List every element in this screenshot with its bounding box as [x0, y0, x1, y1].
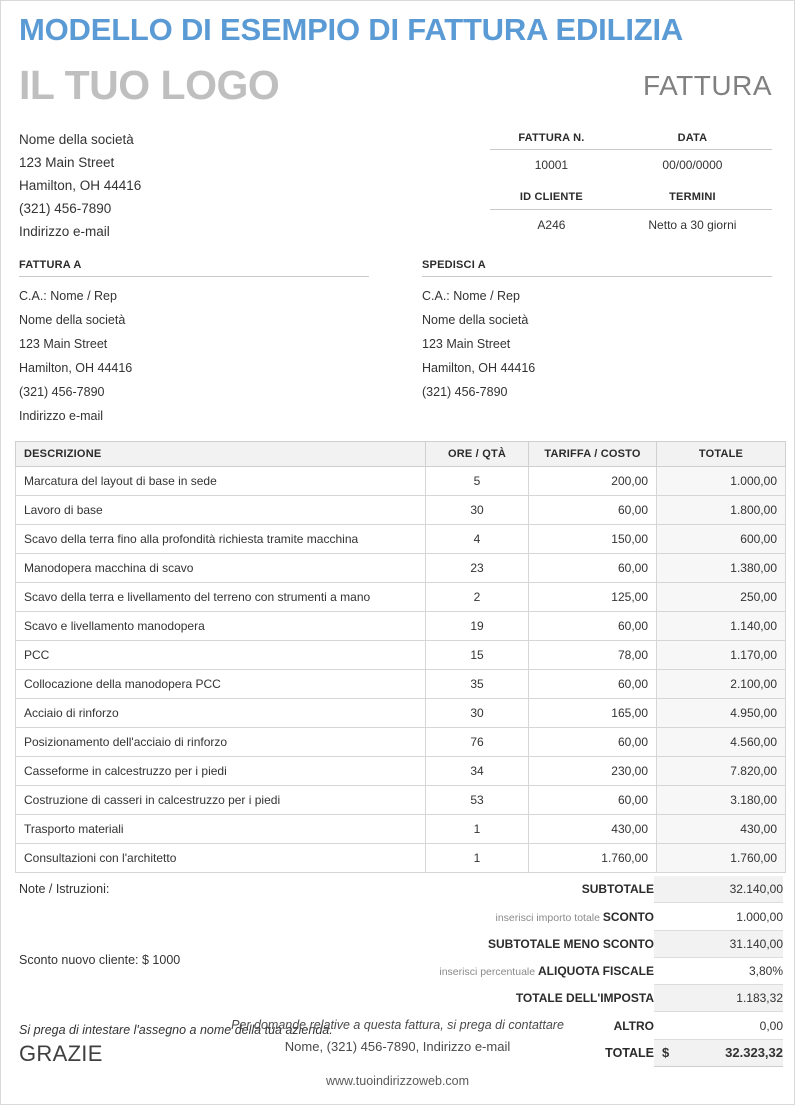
table-row [16, 496, 786, 525]
cell-description: Costruzione di casseri in calcestruzzo per i piedi [16, 786, 426, 815]
ship-to-name: Nome della società [422, 313, 529, 328]
table-row [16, 641, 786, 670]
line-items-section [1, 428, 794, 873]
ship-to-street: 123 Main Street [422, 337, 511, 352]
cell-quantity: 34 [426, 757, 529, 786]
cell-description: Casseforme in calcestruzzo per i piedi [16, 757, 426, 786]
subtotal-label: SUBTOTALE [581, 882, 654, 897]
bill-to-email: Indirizzo e-mail [19, 409, 104, 424]
cell-rate: 78,00 [529, 641, 657, 670]
cell-rate: 60,00 [529, 554, 657, 583]
tax-rate-label [436, 957, 654, 984]
subtotal-less-discount-label: SUBTOTALE MENO SCONTO [487, 936, 654, 951]
cell-description: PCC [16, 641, 426, 670]
footer-contact-prompt: Per domande relative a questa fattura, si prega di contattare [231, 1018, 564, 1032]
table-row [16, 467, 786, 496]
bill-to-phone: (321) 456-7890 [19, 385, 105, 400]
invoice-number-label: FATTURA N. [490, 128, 613, 150]
table-row [16, 612, 786, 641]
totals-row-subtotal-less-discount [436, 930, 783, 957]
table-row [16, 728, 786, 757]
tax-rate-hint: inserisci percentuale [439, 966, 538, 979]
customer-id-label: ID CLIENTE [490, 183, 613, 209]
cell-total: 1.760,00 [657, 844, 786, 873]
ship-to-attn: C.A.: Nome / Rep [422, 289, 520, 304]
cell-quantity: 23 [426, 554, 529, 583]
cell-total: 600,00 [657, 525, 786, 554]
cell-description: Acciaio di rinforzo [16, 699, 426, 728]
thank-you-text: GRAZIE [19, 1041, 103, 1067]
table-row [16, 844, 786, 873]
table-row [16, 699, 786, 728]
cell-rate: 150,00 [529, 525, 657, 554]
cell-total: 430,00 [657, 815, 786, 844]
notes-label: Note / Istruzioni: [19, 882, 110, 897]
cell-description: Lavoro di base [16, 496, 426, 525]
footer-contact-details: Nome, (321) 456-7890, Indirizzo e-mail [284, 1039, 511, 1054]
cell-total: 7.820,00 [657, 757, 786, 786]
company-city-state-zip: Hamilton, OH 44416 [19, 178, 142, 194]
tax-rate-label-text: ALIQUOTA FISCALE [538, 964, 654, 979]
cell-description: Scavo e livellamento manodopera [16, 612, 426, 641]
company-phone: (321) 456-7890 [19, 201, 112, 217]
cell-total: 1.380,00 [657, 554, 786, 583]
totals-row-subtotal [436, 876, 783, 903]
meta-value-row-1 [490, 150, 772, 183]
cell-quantity: 35 [426, 670, 529, 699]
bill-to-attn: C.A.: Nome / Rep [19, 289, 117, 304]
page-title: MODELLO DI ESEMPIO DI FATTURA EDILIZIA [19, 12, 684, 47]
cell-rate: 60,00 [529, 496, 657, 525]
addresses-area [1, 243, 794, 428]
table-row [16, 757, 786, 786]
table-row [16, 583, 786, 612]
cell-quantity: 1 [426, 844, 529, 873]
grand-total-amount: 32.323,32 [725, 1045, 783, 1061]
invoice-number-value: 10001 [534, 157, 569, 172]
cell-rate: 60,00 [529, 728, 657, 757]
other-label: ALTRO [613, 1018, 654, 1033]
table-row [16, 554, 786, 583]
company-street: 123 Main Street [19, 155, 115, 171]
cell-total: 1.800,00 [657, 496, 786, 525]
discount-label [436, 903, 654, 930]
cell-total: 1.140,00 [657, 612, 786, 641]
ship-to-block [422, 259, 772, 428]
tax-total-value: 1.183,32 [654, 985, 783, 1012]
cell-rate: 60,00 [529, 670, 657, 699]
cell-quantity: 2 [426, 583, 529, 612]
bill-to-lines [19, 277, 369, 428]
cell-quantity: 30 [426, 699, 529, 728]
ship-to-city-state-zip: Hamilton, OH 44416 [422, 361, 536, 376]
cell-description: Posizionamento dell'acciaio di rinforzo [16, 728, 426, 757]
other-value: 0,00 [654, 1012, 783, 1039]
subtotal-less-discount-value: 31.140,00 [654, 930, 783, 957]
cell-rate: 430,00 [529, 815, 657, 844]
column-header-quantity: ORE / QTÀ [426, 442, 529, 467]
tax-total-label: TOTALE DELL'IMPOSTA [515, 991, 654, 1006]
company-email: Indirizzo e-mail [19, 224, 110, 240]
company-address-block [19, 128, 141, 243]
company-name: Nome della società [19, 132, 134, 148]
cell-rate: 125,00 [529, 583, 657, 612]
column-header-description: DESCRIZIONE [16, 442, 426, 467]
invoice-date-label: DATA [613, 128, 772, 150]
cell-total: 2.100,00 [657, 670, 786, 699]
table-row [16, 815, 786, 844]
meta-header-row-2 [490, 183, 772, 209]
bill-to-city-state-zip: Hamilton, OH 44416 [19, 361, 133, 376]
discount-value: 1.000,00 [654, 903, 783, 930]
cell-quantity: 15 [426, 641, 529, 670]
cell-quantity: 30 [426, 496, 529, 525]
ship-to-lines [422, 277, 772, 404]
discount-hint: inserisci importo totale [495, 911, 603, 924]
subtotal-value: 32.140,00 [654, 876, 783, 903]
cell-quantity: 4 [426, 525, 529, 554]
cell-quantity: 5 [426, 467, 529, 496]
column-header-total: TOTALE [657, 442, 786, 467]
cell-rate: 60,00 [529, 786, 657, 815]
cell-description: Scavo della terra fino alla profondità richiesta tramite macchina [16, 525, 426, 554]
cell-quantity: 53 [426, 786, 529, 815]
table-row [16, 786, 786, 815]
meta-value-row-2 [490, 210, 772, 243]
cell-description: Collocazione della manodopera PCC [16, 670, 426, 699]
cell-description: Scavo della terra e livellamento del terreno con strumenti a mano [16, 583, 426, 612]
cell-total: 4.950,00 [657, 699, 786, 728]
invoice-meta-table [490, 128, 772, 243]
cell-description: Trasporto materiali [16, 815, 426, 844]
logo-placeholder: IL TUO LOGO [19, 62, 280, 109]
cell-rate: 1.760,00 [529, 844, 657, 873]
customer-id-value: A246 [537, 217, 566, 232]
cell-total: 4.560,00 [657, 728, 786, 757]
footer [1, 1018, 794, 1088]
line-items-body [16, 467, 786, 873]
column-header-rate: TARIFFA / COSTO [529, 442, 657, 467]
ship-to-phone: (321) 456-7890 [422, 385, 508, 400]
cell-description: Marcatura del layout di base in sede [16, 467, 426, 496]
grand-total-label: TOTALE [605, 1045, 654, 1060]
bill-to-heading: FATTURA A [19, 259, 369, 277]
bill-to-block [19, 259, 369, 428]
cell-description: Manodopera macchina di scavo [16, 554, 426, 583]
cell-quantity: 1 [426, 815, 529, 844]
terms-value: Netto a 30 giorni [648, 217, 737, 232]
table-row [16, 525, 786, 554]
bill-to-street: 123 Main Street [19, 337, 108, 352]
check-payable-note: Si prega di intestare l'assegno a nome della tua azienda. [19, 1023, 333, 1038]
notes-value: Sconto nuovo cliente: $ 1000 [19, 953, 181, 968]
ship-to-heading: SPEDISCI A [422, 259, 772, 277]
cell-description: Consultazioni con l'architetto [16, 844, 426, 873]
document-type-label: FATTURA [643, 70, 772, 102]
cell-rate: 230,00 [529, 757, 657, 786]
invoice-date-value: 00/00/0000 [662, 157, 723, 172]
currency-symbol: $ [662, 1045, 670, 1061]
line-items-header-row [16, 442, 786, 467]
cell-total: 250,00 [657, 583, 786, 612]
bill-to-name: Nome della società [19, 313, 126, 328]
tax-rate-value: 3,80% [654, 957, 783, 984]
table-row [16, 670, 786, 699]
totals-row-tax-total [436, 985, 783, 1012]
cell-rate: 60,00 [529, 612, 657, 641]
cell-total: 3.180,00 [657, 786, 786, 815]
cell-quantity: 76 [426, 728, 529, 757]
totals-row-tax-rate [436, 957, 783, 984]
line-items-table [15, 441, 786, 873]
terms-label: TERMINI [613, 183, 772, 209]
cell-rate: 165,00 [529, 699, 657, 728]
footer-website: www.tuoindirizzoweb.com [325, 1074, 470, 1088]
cell-quantity: 19 [426, 612, 529, 641]
discount-label-text: SCONTO [602, 909, 654, 924]
cell-total: 1.000,00 [657, 467, 786, 496]
logo-row [1, 47, 794, 109]
top-info-area [1, 106, 794, 243]
cell-total: 1.170,00 [657, 641, 786, 670]
totals-row-discount [436, 903, 783, 930]
cell-rate: 200,00 [529, 467, 657, 496]
meta-header-row-1 [490, 128, 772, 150]
